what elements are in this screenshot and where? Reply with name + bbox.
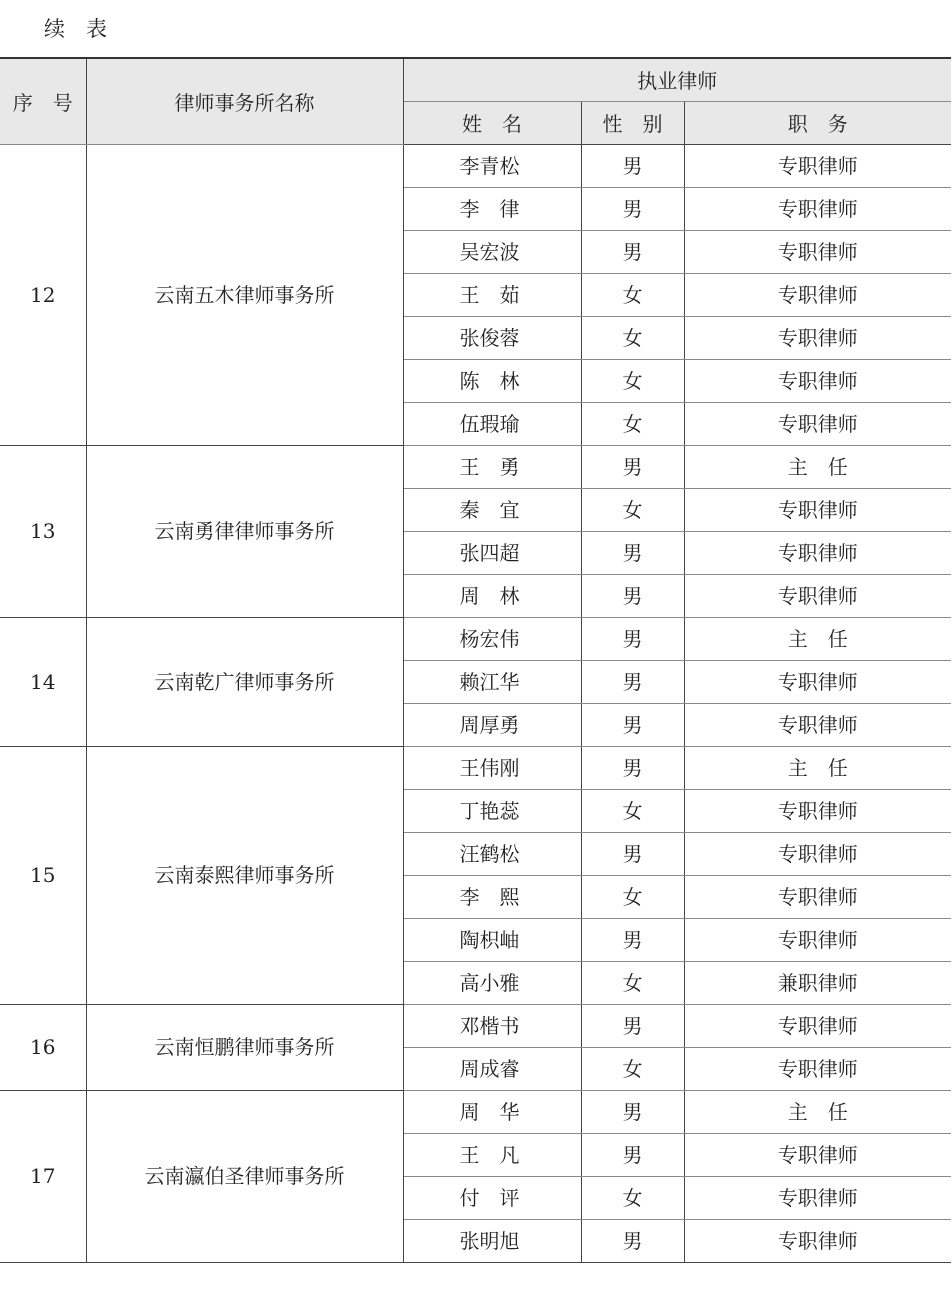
lawyer-name: 李 律 [403, 187, 581, 230]
firm-seq: 12 [0, 144, 86, 445]
lawyer-role: 专职律师 [684, 316, 951, 359]
lawyer-gender: 男 [581, 660, 684, 703]
firm-seq: 14 [0, 617, 86, 746]
lawyer-gender: 男 [581, 617, 684, 660]
lawyer-gender: 男 [581, 445, 684, 488]
lawyer-role: 主 任 [684, 746, 951, 789]
lawyer-name: 丁艳蕊 [403, 789, 581, 832]
firm-seq: 13 [0, 445, 86, 617]
table-row [0, 144, 951, 187]
lawyer-gender: 女 [581, 316, 684, 359]
header-practicing-lawyers: 执业律师 [403, 58, 951, 101]
table-row [0, 1004, 951, 1047]
lawyers-table [0, 57, 951, 1263]
lawyer-role: 主 任 [684, 445, 951, 488]
lawyer-name: 吴宏波 [403, 230, 581, 273]
table-body [0, 144, 951, 1262]
lawyer-gender: 男 [581, 187, 684, 230]
lawyer-gender: 男 [581, 1133, 684, 1176]
lawyer-name: 周 林 [403, 574, 581, 617]
lawyer-name: 陈 林 [403, 359, 581, 402]
lawyer-role: 专职律师 [684, 789, 951, 832]
lawyer-role: 专职律师 [684, 1047, 951, 1090]
lawyer-name: 杨宏伟 [403, 617, 581, 660]
lawyer-role: 专职律师 [684, 402, 951, 445]
lawyer-gender: 男 [581, 574, 684, 617]
lawyer-name: 高小雅 [403, 961, 581, 1004]
lawyer-gender: 男 [581, 703, 684, 746]
lawyer-gender: 男 [581, 1004, 684, 1047]
lawyer-role: 专职律师 [684, 488, 951, 531]
lawyer-gender: 男 [581, 746, 684, 789]
lawyer-name: 王 茹 [403, 273, 581, 316]
lawyer-name: 秦 宜 [403, 488, 581, 531]
lawyer-role: 专职律师 [684, 1133, 951, 1176]
lawyer-name: 邓楷书 [403, 1004, 581, 1047]
header-role: 职 务 [684, 101, 951, 144]
lawyer-role: 专职律师 [684, 273, 951, 316]
header-firm-name: 律师事务所名称 [86, 58, 403, 144]
lawyer-role: 专职律师 [684, 574, 951, 617]
lawyer-gender: 男 [581, 1219, 684, 1262]
lawyer-gender: 男 [581, 144, 684, 187]
firm-name: 云南泰熙律师事务所 [86, 746, 403, 1004]
lawyer-gender: 女 [581, 488, 684, 531]
firm-name: 云南乾广律师事务所 [86, 617, 403, 746]
table-row [0, 746, 951, 789]
table-row [0, 1090, 951, 1133]
lawyer-name: 张俊蓉 [403, 316, 581, 359]
lawyer-name: 李青松 [403, 144, 581, 187]
lawyer-role: 专职律师 [684, 832, 951, 875]
lawyer-role: 专职律师 [684, 230, 951, 273]
table-header [0, 58, 951, 144]
continued-table-caption: 续 表 [44, 17, 107, 41]
firm-seq: 17 [0, 1090, 86, 1262]
lawyer-name: 张四超 [403, 531, 581, 574]
lawyer-role: 兼职律师 [684, 961, 951, 1004]
lawyer-role: 专职律师 [684, 918, 951, 961]
lawyer-name: 汪鹤松 [403, 832, 581, 875]
lawyer-gender: 男 [581, 531, 684, 574]
lawyer-gender: 女 [581, 789, 684, 832]
lawyer-role: 专职律师 [684, 875, 951, 918]
lawyer-name: 赖江华 [403, 660, 581, 703]
lawyer-name: 周 华 [403, 1090, 581, 1133]
firm-name: 云南瀛伯圣律师事务所 [86, 1090, 403, 1262]
header-name: 姓 名 [403, 101, 581, 144]
lawyer-gender: 男 [581, 918, 684, 961]
lawyer-gender: 男 [581, 832, 684, 875]
firm-name: 云南恒鹏律师事务所 [86, 1004, 403, 1090]
lawyer-name: 周厚勇 [403, 703, 581, 746]
lawyer-role: 专职律师 [684, 359, 951, 402]
lawyer-role: 专职律师 [684, 531, 951, 574]
lawyer-name: 王 凡 [403, 1133, 581, 1176]
lawyer-gender: 女 [581, 961, 684, 1004]
firm-name: 云南勇律律师事务所 [86, 445, 403, 617]
lawyer-name: 陶枳岫 [403, 918, 581, 961]
firm-name: 云南五木律师事务所 [86, 144, 403, 445]
lawyer-role: 专职律师 [684, 1176, 951, 1219]
firm-seq: 16 [0, 1004, 86, 1090]
lawyer-name: 王伟刚 [403, 746, 581, 789]
lawyer-gender: 男 [581, 1090, 684, 1133]
header-seq: 序 号 [0, 58, 86, 144]
header-gender: 性 别 [581, 101, 684, 144]
lawyer-gender: 女 [581, 1176, 684, 1219]
lawyer-gender: 女 [581, 402, 684, 445]
table-row [0, 617, 951, 660]
firm-seq: 15 [0, 746, 86, 1004]
lawyer-name: 伍瑕瑜 [403, 402, 581, 445]
lawyer-name: 周成睿 [403, 1047, 581, 1090]
lawyer-gender: 女 [581, 1047, 684, 1090]
lawyer-role: 主 任 [684, 1090, 951, 1133]
table-row [0, 445, 951, 488]
lawyer-name: 付 评 [403, 1176, 581, 1219]
lawyer-role: 专职律师 [684, 660, 951, 703]
lawyer-role: 专职律师 [684, 187, 951, 230]
lawyer-name: 张明旭 [403, 1219, 581, 1262]
lawyer-gender: 女 [581, 359, 684, 402]
lawyer-name: 王 勇 [403, 445, 581, 488]
lawyer-gender: 女 [581, 875, 684, 918]
lawyer-role: 专职律师 [684, 1004, 951, 1047]
lawyer-role: 主 任 [684, 617, 951, 660]
lawyer-role: 专职律师 [684, 703, 951, 746]
lawyer-gender: 男 [581, 230, 684, 273]
lawyer-role: 专职律师 [684, 1219, 951, 1262]
lawyer-name: 李 熙 [403, 875, 581, 918]
lawyer-gender: 女 [581, 273, 684, 316]
lawyer-role: 专职律师 [684, 144, 951, 187]
